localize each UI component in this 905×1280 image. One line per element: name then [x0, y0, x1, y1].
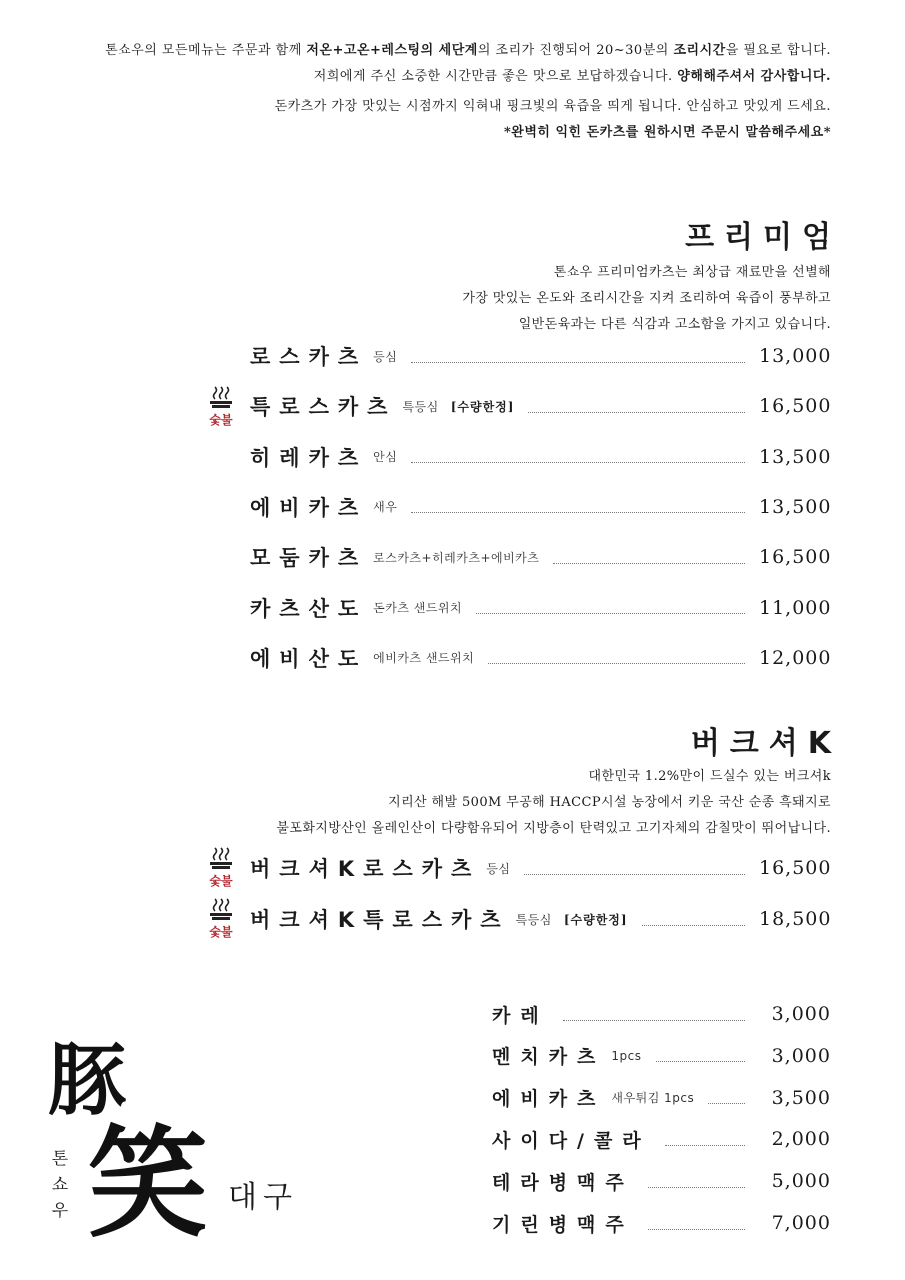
menu-item-name: 버크셔K특로스카츠: [250, 908, 510, 932]
menu-item-name: 에비카츠: [492, 1088, 606, 1111]
dotted-leader: [411, 362, 745, 363]
logo-brand-vertical: 톤쇼우: [51, 1149, 69, 1221]
menu-item-price: 3,000: [771, 1003, 831, 1025]
restaurant-logo: [40, 1018, 330, 1254]
dotted-leader: [476, 613, 745, 614]
dotted-leader: [648, 1229, 745, 1230]
dotted-leader: [708, 1103, 745, 1104]
menu-item-price: 5,000: [771, 1170, 831, 1193]
berkshire-menu-row: [250, 902, 831, 936]
menu-item-name: 카레: [492, 1004, 549, 1027]
premium-menu-row: [250, 591, 831, 625]
premium-menu-row: [250, 641, 831, 675]
menu-item-subtitle: 등심: [486, 861, 511, 876]
dotted-leader: [411, 462, 745, 463]
menu-item-subtitle: 로스카츠+히레카츠+에비카츠: [373, 550, 540, 565]
dotted-leader: [642, 925, 745, 926]
menu-item-name: 로스카츠: [250, 345, 368, 369]
menu-item-name: 특로스카츠: [250, 395, 397, 420]
charcoal-badge-label: 숯불: [209, 925, 233, 939]
dotted-leader: [648, 1187, 745, 1188]
menu-item-price: 18,500: [759, 908, 832, 930]
dotted-leader: [665, 1145, 745, 1146]
menu-item-price: 12,000: [759, 646, 832, 669]
dotted-leader: [553, 563, 745, 564]
menu-item-price: 11,000: [759, 596, 832, 619]
menu-item-price: 2,000: [771, 1128, 831, 1151]
limited-quantity-label: [수량한정]: [563, 912, 628, 927]
premium-menu-row: [250, 440, 831, 474]
side-menu-row: [492, 1122, 831, 1156]
menu-item-name: 사이다/콜라: [492, 1129, 651, 1152]
logo-char-pig: 豚: [48, 1035, 127, 1126]
menu-item-subtitle: 안심: [373, 450, 398, 465]
side-menu-row: [492, 1081, 831, 1115]
notice-line-4: *완벽히 익힌 돈카츠를 원하시면 주문시 말씀해주세요*: [503, 125, 831, 140]
menu-item-name: 에비산도: [250, 646, 368, 671]
menu-item-subtitle: 1pcs: [611, 1048, 642, 1063]
logo-city: 대구: [228, 1180, 298, 1215]
menu-item-name: 버크셔K로스카츠: [250, 857, 481, 881]
menu-item-name: 테라병맥주: [492, 1171, 634, 1194]
dotted-leader: [488, 663, 745, 664]
side-menu-row: [492, 1039, 831, 1073]
menu-item-subtitle: 특등심: [402, 399, 439, 414]
menu-item-name: 에비카츠: [250, 495, 368, 520]
cooking-notice: [105, 38, 831, 90]
menu-item-price: 13,000: [759, 345, 832, 367]
charcoal-badge: [206, 846, 236, 890]
menu-item-price: 13,500: [759, 495, 832, 518]
dotted-leader: [528, 412, 745, 413]
dotted-leader: [656, 1061, 745, 1062]
side-menu-row: [492, 1206, 831, 1240]
charcoal-badge-label: 숯불: [209, 413, 233, 428]
menu-item-price: 16,500: [759, 857, 832, 879]
logo-char-laugh: 笑: [88, 1113, 208, 1254]
premium-menu-row: [250, 339, 831, 373]
side-menu-row: [492, 997, 831, 1031]
limited-quantity-label: [수량한정]: [450, 399, 515, 414]
premium-menu-row: [250, 490, 831, 524]
menu-item-name: 멘치카츠: [492, 1046, 606, 1069]
menu-item-price: 3,000: [771, 1044, 831, 1067]
dotted-leader: [524, 874, 745, 875]
charcoal-badge: [206, 385, 236, 429]
berkshire-menu-row: [250, 851, 831, 885]
menu-item-subtitle: 등심: [373, 349, 398, 364]
charcoal-badge: [206, 897, 236, 941]
premium-section-title: 프리미엄: [685, 220, 841, 255]
menu-item-name: 카츠산도: [250, 596, 368, 621]
charcoal-badge-label: 숯불: [209, 874, 233, 888]
premium-menu-row: [250, 389, 831, 423]
menu-item-subtitle: 새우튀김 1pcs: [611, 1091, 695, 1106]
charcoal-grill-icon: [206, 846, 236, 890]
notice-line-3: 돈카츠가 가장 맛있는 시점까지 익혀내 핑크빛의 육즙을 띄게 됩니다. 안심하고 맛있게 드세요.: [274, 99, 831, 114]
menu-item-name: 히레카츠: [250, 445, 368, 470]
menu-item-subtitle: 에비카츠 샌드위치: [373, 651, 475, 666]
side-menu-row: [492, 1164, 831, 1198]
charcoal-grill-icon: [206, 385, 236, 429]
menu-item-name: 기린병맥주: [492, 1213, 634, 1236]
doneness-notice: [275, 94, 831, 146]
notice-line-2: 저희에게 주신 소중한 시간만큼 좋은 맛으로 보답하겠습니다. 양해해주셔서 감사합니다.: [313, 69, 831, 84]
dotted-leader: [563, 1020, 745, 1021]
charcoal-grill-icon: [206, 897, 236, 941]
menu-item-price: 13,500: [759, 445, 832, 468]
menu-item-price: 16,500: [759, 546, 832, 569]
dotted-leader: [411, 512, 745, 513]
menu-item-subtitle: 특등심: [515, 912, 552, 927]
berkshire-section-title: 버크셔K: [690, 726, 841, 761]
menu-item-name: 모둠카츠: [250, 546, 368, 571]
menu-item-price: 16,500: [759, 395, 832, 418]
premium-menu-row: [250, 540, 831, 574]
menu-item-subtitle: 돈카츠 샌드위치: [373, 601, 463, 615]
notice-line-1: 톤쇼우의 모든메뉴는 주문과 함께 저온+고온+레스팅의 세단계의 조리가 진행되어 20~30분의 조리시간을 필요로 합니다.: [105, 43, 831, 58]
menu-item-price: 7,000: [771, 1212, 831, 1234]
menu-item-subtitle: 새우: [373, 500, 398, 515]
premium-description: 톤쇼우 프리미엄카츠는 최상급 재료만을 선별해 가장 맛있는 온도와 조리시간을 지켜 조리하여 육즙이 풍부하고 일반돈육과는 다른 식감과 고소함을 가지고 있습니다.: [462, 265, 831, 332]
menu-item-price: 3,500: [771, 1086, 831, 1109]
berkshire-description: 대한민국 1.2%만이 드실수 있는 버크셔k 지리산 해발 500M 무공해 HACCP시설 농장에서 키운 국산 순종 흑돼지로 불포화지방산인 올레인산이 다량함유되어 지방층이 탄력있고 고기자체의 감칠맛이 뛰어납니다.: [276, 769, 831, 836]
